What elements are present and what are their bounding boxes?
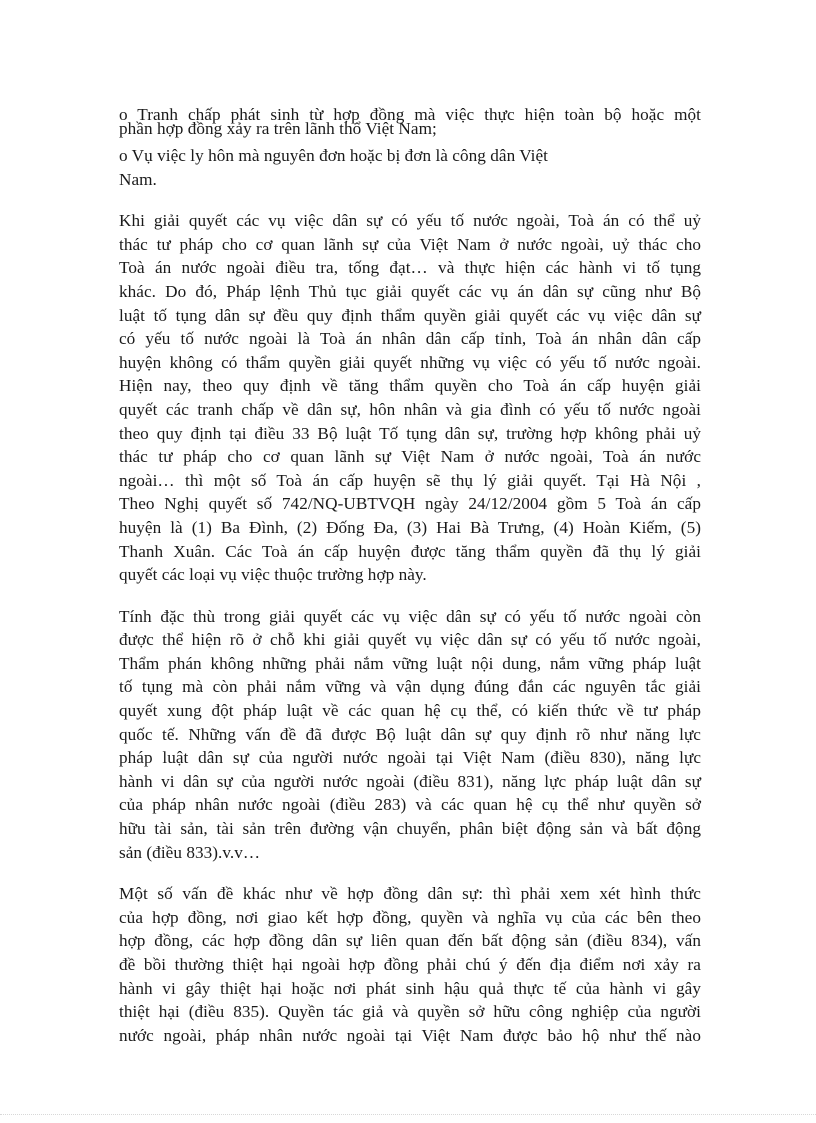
text-line: khác. Do đó, Pháp lệnh Thủ tục giải quyết các vụ án dân sự cũng như Bộ: [119, 281, 701, 301]
text-line: quyết các loại vụ việc thuộc trường hợp này.: [119, 565, 427, 585]
text-line: phần hợp đồng xảy ra trên lãnh thổ Việt Nam;: [119, 119, 437, 138]
text-line: được thể hiện rõ ở chỗ khi giải quyết vụ việc dân sự có yếu tố nước ngoài,: [119, 630, 701, 650]
text-line: Thẩm phán không những phải nắm vững luật nội dung, nắm vững pháp luật: [119, 653, 701, 673]
text-line: Một số vấn đề khác như về hợp đồng dân sự: thì phải xem xét hình thức: [119, 884, 701, 904]
text-line: hành vi gây thiệt hại hoặc nơi phát sinh hậu quả thực tế của hành vi gây: [119, 978, 701, 998]
text-line: của pháp nhân nước ngoài (điều 283) và các quan hệ cụ thể như quyền sở: [119, 795, 701, 815]
text-line: luật tố tụng dân sự đều quy định thẩm quyền giải quyết các vụ việc dân sự: [119, 305, 701, 325]
document-body: [119, 105, 701, 1047]
text-line: quyết các tranh chấp về dân sự, hôn nhân và gia đình có yếu tố nước ngoài: [119, 399, 701, 419]
text-line: o Tranh chấp phát sinh từ hợp đồng mà việc thực hiện toàn bộ hoặc một: [119, 105, 701, 124]
text-line: của hợp đồng, nơi giao kết hợp đồng, quyền và nghĩa vụ của các bên theo: [119, 907, 701, 927]
text-line: Toà án nước ngoài điều tra, tống đạt… và thực hiện các hành vi tố tụng: [119, 258, 701, 278]
text-line: Nam.: [119, 169, 157, 189]
text-line: thác tư pháp cho cơ quan lãnh sự Việt Nam ở nước ngoài, Toà án nước: [119, 447, 701, 467]
paragraph: [119, 882, 701, 1047]
text-line: tố tụng mà còn phải nắm vững và vận dụng đúng đắn các nguyên tắc giải: [119, 677, 701, 697]
bullet-item: [119, 105, 701, 138]
text-line: hành vi dân sự của người nước ngoài (điều 831), năng lực pháp luật dân sự: [119, 771, 701, 791]
text-line: huyện là (1) Ba Đình, (2) Đống Đa, (3) Hai Bà Trưng, (4) Hoàn Kiếm, (5): [119, 517, 701, 537]
paragraph: [119, 209, 701, 587]
bullet-item: [119, 144, 701, 191]
text-line: pháp luật dân sự của người nước ngoài tại Việt Nam (điều 830), năng lực: [119, 748, 701, 768]
text-line: huyện không có thẩm quyền giải quyết những vụ việc có yếu tố nước ngoài.: [119, 352, 701, 372]
text-line: theo quy định tại điều 33 Bộ luật Tố tụng dân sự, trường hợp không phải uỷ: [119, 423, 701, 443]
text-line: Thanh Xuân. Các Toà án cấp huyện được tăng thẩm quyền đã thụ lý giải: [119, 541, 701, 561]
text-line: Theo Nghị quyết số 742/NQ-UBTVQH ngày 24/12/2004 gồm 5 Toà án cấp: [119, 494, 701, 514]
text-line: o Vụ việc ly hôn mà nguyên đơn hoặc bị đơn là công dân Việt: [119, 146, 549, 165]
paragraph: [119, 605, 701, 865]
text-line: thiệt hại (điều 835). Quyền tác giả và quyền sở hữu công nghiệp của người: [119, 1002, 701, 1022]
text-line: hợp đồng, các hợp đồng dân sự liên quan đến bất động sản (điều 834), vấn: [119, 931, 701, 951]
text-line: thác tư pháp cho cơ quan lãnh sự của Việt Nam ở nước ngoài, uỷ thác cho: [119, 234, 701, 254]
text-line: ngoài… thì một số Toà án cấp huyện sẽ thụ lý giải quyết. Tại Hà Nội ,: [119, 470, 701, 490]
text-line: quốc tế. Những vấn đề đã được Bộ luật dân sự quy định rõ như năng lực: [119, 724, 701, 744]
text-line: hữu tài sản, tài sản trên đường vận chuyển, phân biệt động sản và bất động: [119, 819, 701, 839]
text-line: có yếu tố nước ngoài là Toà án nhân dân cấp tỉnh, Toà án nhân dân cấp: [119, 329, 701, 349]
page-bottom-divider: [0, 1114, 816, 1115]
text-line: sản (điều 833).v.v…: [119, 842, 261, 862]
text-line: nước ngoài, pháp nhân nước ngoài tại Việt Nam được bảo hộ như thế nào: [119, 1025, 701, 1045]
text-line: đề bồi thường thiệt hại ngoài hợp đồng phải chú ý đến địa điểm nơi xảy ra: [119, 955, 701, 974]
text-line: Khi giải quyết các vụ việc dân sự có yếu tố nước ngoài, Toà án có thể uỷ: [119, 211, 701, 231]
text-line: quyết xung đột pháp luật về các quan hệ cụ thể, có kiến thức về tư pháp: [119, 701, 701, 721]
text-line: Hiện nay, theo quy định về tăng thẩm quyền cho Toà án cấp huyện giải: [119, 376, 701, 396]
text-line: Tính đặc thù trong giải quyết các vụ việc dân sự có yếu tố nước ngoài còn: [119, 606, 701, 626]
